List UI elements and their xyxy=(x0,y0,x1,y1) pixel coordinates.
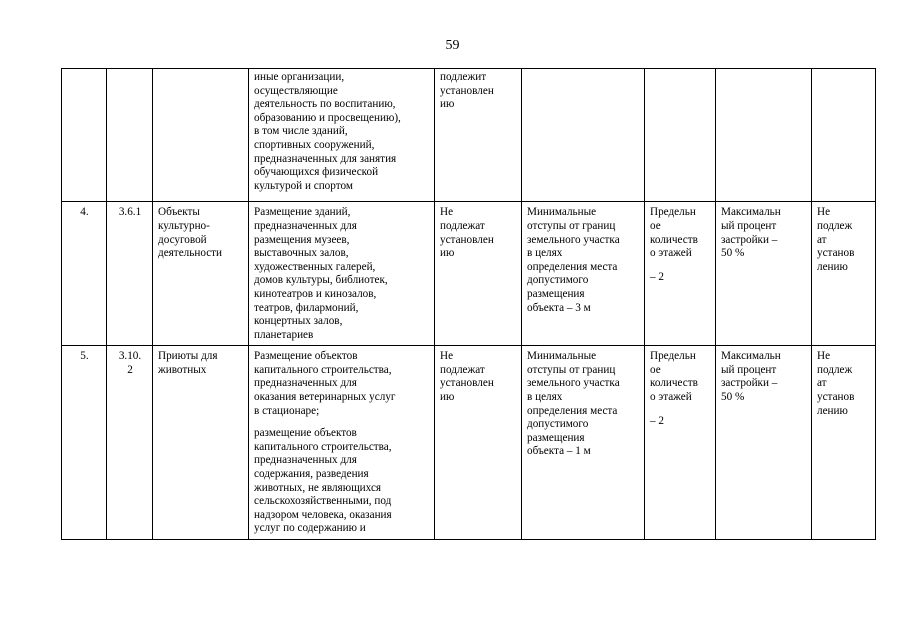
text-line: надзором человека, оказания xyxy=(254,508,392,521)
text-line: размещения xyxy=(527,431,585,444)
text-line: предназначенных для xyxy=(254,377,357,390)
description-cell xyxy=(249,346,435,540)
text-line: осуществляющие xyxy=(254,84,338,97)
other-params-cell xyxy=(812,202,876,346)
text-line: Объекты xyxy=(158,206,200,219)
text-line: 3.10. xyxy=(118,350,142,363)
text-line: допустимого xyxy=(527,274,589,287)
text-line: земельного участка xyxy=(527,233,620,246)
text-line: Не xyxy=(817,350,831,363)
row-number-cell: 5. xyxy=(62,346,107,540)
text-line: обучающихся физической xyxy=(254,166,379,179)
text-line: содержания, разведения xyxy=(254,468,369,481)
text-line: о этажей xyxy=(650,391,692,404)
text-line: ию xyxy=(440,98,455,111)
text-line: Предельн xyxy=(650,206,696,219)
text-line: художественных галерей, xyxy=(254,260,376,273)
text-line: услуг по содержанию и xyxy=(254,522,366,535)
text-line: о этажей xyxy=(650,247,692,260)
text-line: размещение объектов xyxy=(254,427,357,440)
text-line: сельскохозяйственными, под xyxy=(254,495,392,508)
text-line: подлеж xyxy=(817,219,853,232)
text-line: Максимальн xyxy=(721,206,781,219)
plot-size-cell xyxy=(435,202,522,346)
table-row xyxy=(62,346,876,540)
text-line: театров, филармоний, xyxy=(254,301,359,314)
text-line: Размещение объектов xyxy=(254,350,358,363)
text-line: ат xyxy=(817,233,827,246)
text-line: Минимальные xyxy=(527,206,597,219)
text-line: отступы от границ xyxy=(527,363,616,376)
description-paragraph xyxy=(254,71,430,193)
text-line: Минимальные xyxy=(527,350,597,363)
floors-value: – 2 xyxy=(650,414,664,427)
use-name-cell xyxy=(153,69,249,202)
setbacks-cell xyxy=(522,69,645,202)
other-params-cell xyxy=(812,346,876,540)
text-line: планетариев xyxy=(254,328,314,341)
text-line: Не xyxy=(817,206,831,219)
coverage-cell xyxy=(716,69,812,202)
text-line: размещения музеев, xyxy=(254,233,350,246)
text-line: объекта – 3 м xyxy=(527,301,591,314)
floors-cell xyxy=(645,69,716,202)
description-paragraph xyxy=(254,427,430,536)
text-line: культурно- xyxy=(158,219,210,232)
text-line: капитального строительства, xyxy=(254,363,392,376)
text-line: 50 % xyxy=(721,247,745,260)
text-line: установлен xyxy=(440,233,494,246)
text-line: подлеж xyxy=(817,363,853,376)
text-line: ое xyxy=(650,363,661,376)
text-line: 3.6.1 xyxy=(118,206,142,219)
text-line: объекта – 1 м xyxy=(527,445,591,458)
description-cell xyxy=(249,202,435,346)
text-line: деятельности xyxy=(158,247,223,260)
description-paragraph xyxy=(254,350,430,418)
text-line: капитального строительства, xyxy=(254,440,392,453)
text-line: подлежат xyxy=(440,363,485,376)
row-number-cell: 4. xyxy=(62,202,107,346)
text-line: животных xyxy=(158,363,207,376)
text-line: установ xyxy=(817,247,855,260)
text-line: Максимальн xyxy=(721,350,781,363)
text-line: в стационаре; xyxy=(254,404,320,417)
code-cell xyxy=(107,346,153,540)
text-line: в том числе зданий, xyxy=(254,125,348,138)
setbacks-cell xyxy=(522,346,645,540)
text-line: размещения xyxy=(527,287,585,300)
floors-label xyxy=(650,350,711,404)
text-line: ат xyxy=(817,377,827,390)
text-line: предназначенных для xyxy=(254,219,357,232)
text-line: 2 xyxy=(127,363,133,376)
text-line: предназначенных для xyxy=(254,454,357,467)
description-cell xyxy=(249,69,435,202)
text-line: ое xyxy=(650,219,661,232)
text-line: домов культуры, библиотек, xyxy=(254,274,388,287)
use-name-cell xyxy=(153,346,249,540)
plot-size-cell xyxy=(435,69,522,202)
text-line: земельного участка xyxy=(527,377,620,390)
text-line: определения места xyxy=(527,260,618,273)
text-line: количеств xyxy=(650,233,698,246)
text-line: деятельность по воспитанию, xyxy=(254,98,396,111)
description-paragraph xyxy=(254,206,430,342)
text-line: ый процент xyxy=(721,363,777,376)
table-row xyxy=(62,202,876,346)
code-cell xyxy=(107,69,153,202)
table-row xyxy=(62,69,876,202)
text-line: выставочных залов, xyxy=(254,247,349,260)
text-line: кинотеатров и кинозалов, xyxy=(254,287,377,300)
coverage-cell xyxy=(716,346,812,540)
text-line: определения места xyxy=(527,404,618,417)
floors-cell xyxy=(645,346,716,540)
text-line: животных, не являющихся xyxy=(254,481,382,494)
text-line: установ xyxy=(817,391,855,404)
text-line: иные организации, xyxy=(254,71,345,83)
text-line: отступы от границ xyxy=(527,219,616,232)
text-line: количеств xyxy=(650,377,698,390)
text-line: спортивных сооружений, xyxy=(254,138,375,151)
other-params-cell xyxy=(812,69,876,202)
text-line: застройки – xyxy=(721,233,778,246)
floors-label xyxy=(650,206,711,260)
text-line: в целях xyxy=(527,247,563,260)
row-number-cell xyxy=(62,69,107,202)
text-line: оказания ветеринарных услуг xyxy=(254,391,396,404)
text-line: досуговой xyxy=(158,233,207,246)
text-line: допустимого xyxy=(527,418,589,431)
text-line: Не xyxy=(440,350,454,363)
text-line: Предельн xyxy=(650,350,696,363)
text-line: застройки – xyxy=(721,377,778,390)
text-line: лению xyxy=(817,404,848,417)
page-number: 59 xyxy=(445,38,460,53)
plot-size-cell xyxy=(435,346,522,540)
floors-value: – 2 xyxy=(650,270,664,283)
text-line: в целях xyxy=(527,391,563,404)
text-line: образованию и просвещению), xyxy=(254,111,401,124)
coverage-cell xyxy=(716,202,812,346)
text-line: установлен xyxy=(440,84,494,97)
text-line: установлен xyxy=(440,377,494,390)
text-line: ию xyxy=(440,247,455,260)
text-line: подлежат xyxy=(440,219,485,232)
floors-cell xyxy=(645,202,716,346)
text-line: лению xyxy=(817,260,848,273)
zoning-regulations-table xyxy=(61,68,876,540)
text-line: ый процент xyxy=(721,219,777,232)
text-line: подлежит xyxy=(440,71,487,83)
text-line: 50 % xyxy=(721,391,745,404)
text-line: предназначенных для занятия xyxy=(254,152,397,165)
code-cell xyxy=(107,202,153,346)
setbacks-cell xyxy=(522,202,645,346)
text-line: культурой и спортом xyxy=(254,179,353,192)
text-line: Приюты для xyxy=(158,350,218,363)
text-line: Размещение зданий, xyxy=(254,206,351,219)
text-line: ию xyxy=(440,391,455,404)
text-line: Не xyxy=(440,206,454,219)
text-line: концертных залов, xyxy=(254,315,343,328)
use-name-cell xyxy=(153,202,249,346)
